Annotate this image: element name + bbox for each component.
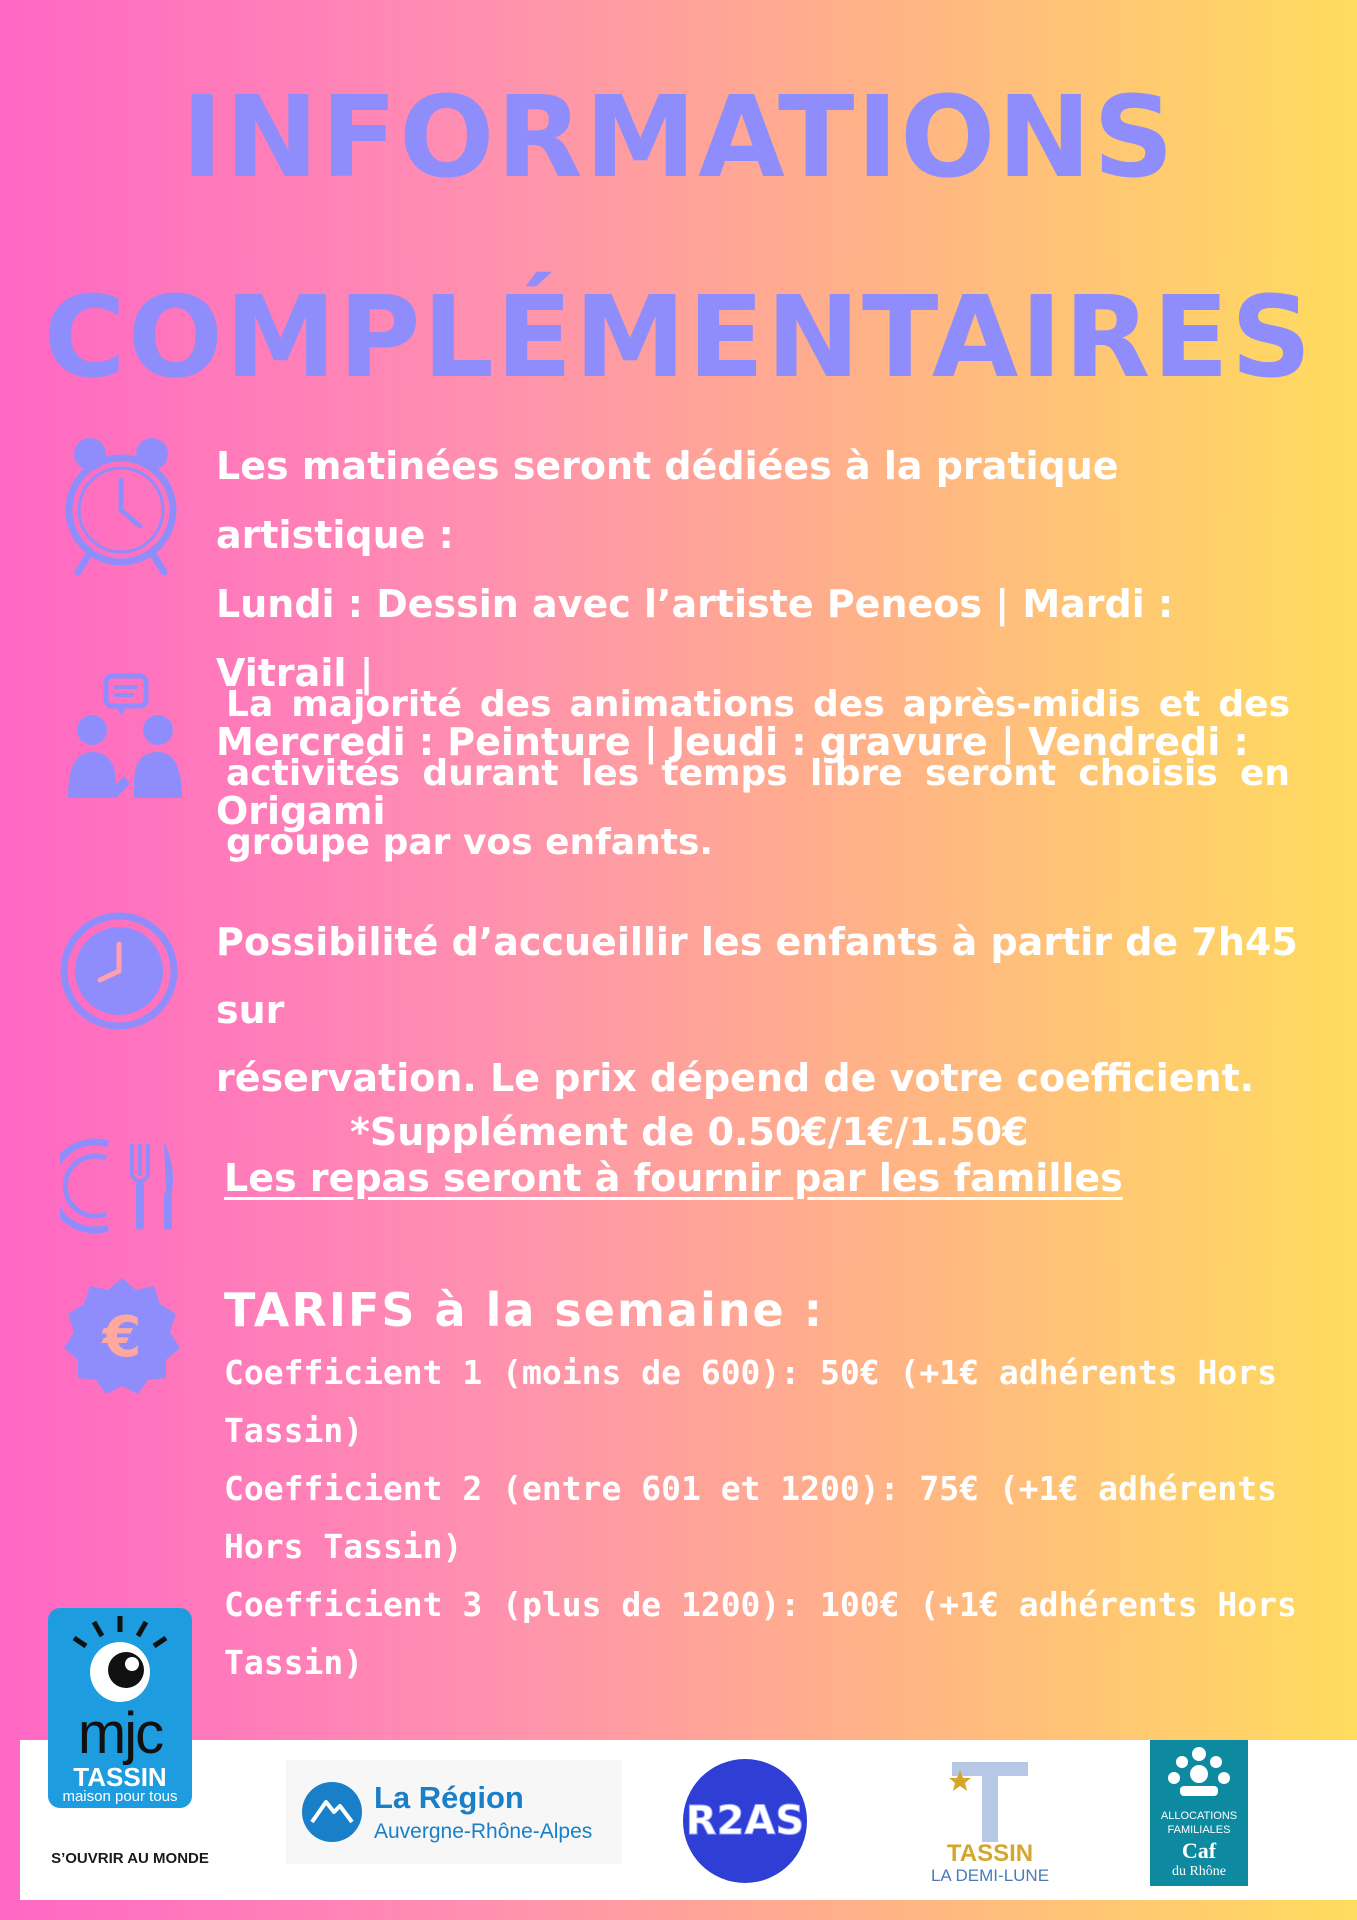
mjc-slogan: S’OUVRIR AU MONDE xyxy=(51,1850,209,1867)
early-line-1: Possibilité d’accueillir les enfants à partir de 7h45 sur xyxy=(216,920,1298,1032)
morning-line-1: Les matinées seront dédiées à la pratique artistique : xyxy=(216,444,1119,557)
caf-rhone-logo xyxy=(1150,1740,1248,1886)
title-line-1: INFORMATIONS xyxy=(181,73,1176,203)
tassin-t-emblem-icon xyxy=(930,1750,1050,1842)
mjc-city: TASSIN xyxy=(73,1762,167,1792)
euro-badge-icon xyxy=(62,1276,182,1396)
tarif-coef1-line-a: Coefficient 1 (moins de 600): 50€ (+1€ adhérents Hors xyxy=(224,1353,1277,1392)
title-line-2: COMPLÉMENTAIRES xyxy=(43,273,1314,403)
tassin-subname: LA DEMI-LUNE xyxy=(930,1866,1050,1885)
r2as-logo xyxy=(680,1756,810,1890)
caf-region: du Rhône xyxy=(1171,1864,1227,1879)
region-name: La Région xyxy=(374,1780,524,1815)
morning-line-2: Lundi : Dessin avec l’artiste Peneos | Mardi : Vitrail | xyxy=(216,582,1174,695)
mjc-wordmark: mjc xyxy=(77,1701,163,1766)
clock-icon xyxy=(58,910,180,1032)
tarifs-section xyxy=(224,1276,1314,1692)
family-people-icon xyxy=(1150,1740,1248,1810)
tassin-demi-lune-logo xyxy=(930,1750,1050,1890)
caf-line-1: ALLOCATIONS xyxy=(1160,1810,1238,1822)
tarif-coef2-line-a: Coefficient 2 (entre 601 et 1200): 75€ (+1€ adhérents xyxy=(224,1469,1277,1508)
meals-note: Les repas seront à fournir par les familles xyxy=(224,1156,1123,1200)
early-supplement-note: *Supplément de 0.50€/1€/1.50€ xyxy=(350,1110,1029,1154)
caf-line-2: FAMILIALES xyxy=(1167,1824,1231,1836)
morning-line-3: Mercredi : Peinture | Jeudi : gravure | Vendredi : Origami xyxy=(216,720,1249,833)
caf-wordmark: Caf xyxy=(1181,1838,1217,1863)
tarifs-title: TARIFS à la semaine : xyxy=(224,1283,825,1337)
afternoon-activities: La majorité des animations des après-midis et des activités durant les temps libre seront choisis en groupe par vos enfants. xyxy=(226,684,1290,863)
tarif-coef3-line-b: Tassin) xyxy=(224,1643,364,1682)
early-reception xyxy=(216,908,1316,1166)
euro-symbol: € xyxy=(102,1305,142,1370)
region-subtitle: Auvergne-Rhône-Alpes xyxy=(374,1820,593,1843)
la-region-logo xyxy=(286,1760,622,1864)
eye-icon xyxy=(48,1608,192,1708)
early-line-2: réservation. Le prix dépend de votre coefficient. xyxy=(216,1056,1255,1100)
plate-cutlery-icon xyxy=(60,1136,184,1236)
r2as-wordmark: R2AS xyxy=(685,1798,805,1844)
tassin-name: TASSIN xyxy=(946,1840,1034,1867)
mjc-tassin-logo xyxy=(48,1608,192,1808)
tarif-coef1-line-b: Tassin) xyxy=(224,1411,364,1450)
group-discussion-icon xyxy=(64,672,186,802)
mountain-icon xyxy=(300,1780,364,1844)
alarm-clock-icon xyxy=(62,432,180,580)
tarif-coef3-line-a: Coefficient 3 (plus de 1200): 100€ (+1€ adhérents Hors xyxy=(224,1585,1297,1624)
tarif-coef2-line-b: Hors Tassin) xyxy=(224,1527,463,1566)
mjc-tagline: maison pour tous xyxy=(62,1788,178,1805)
